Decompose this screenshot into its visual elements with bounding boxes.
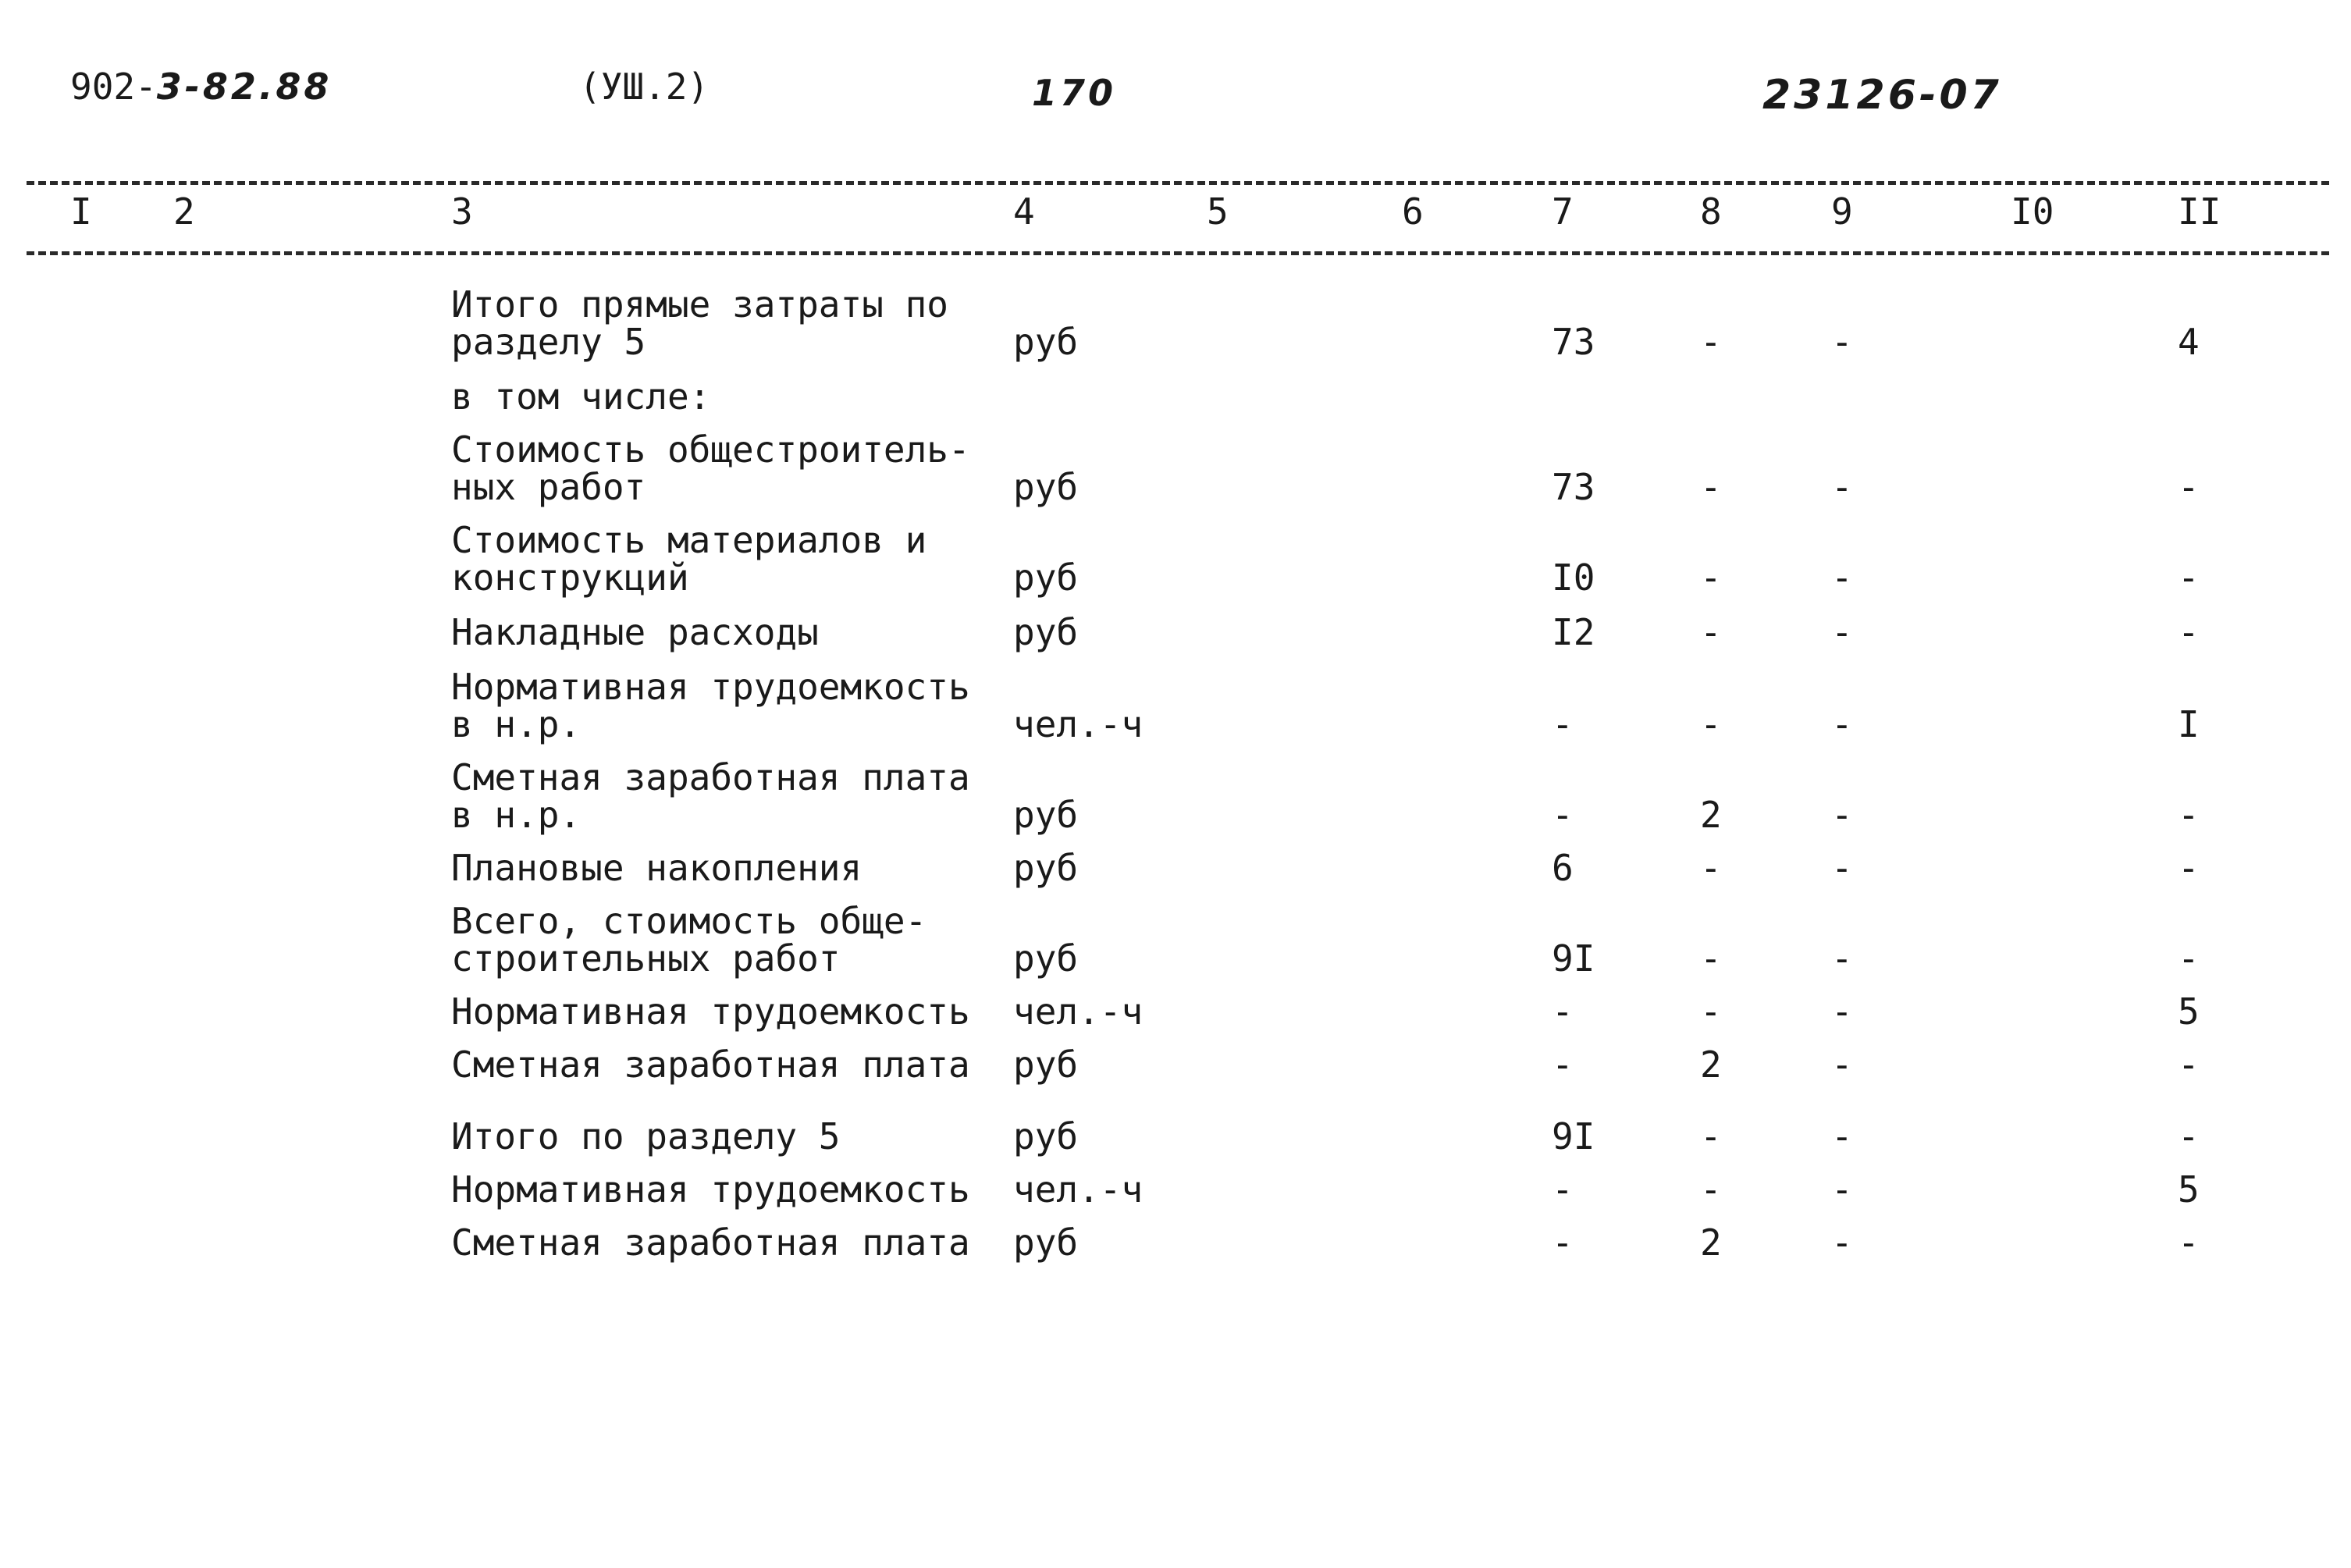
row-col9: - (1831, 466, 1853, 508)
row-unit: руб (1013, 847, 1079, 889)
row-col7: I2 (1552, 611, 1595, 653)
row-unit: руб (1013, 1115, 1079, 1157)
row-col7: I0 (1552, 556, 1595, 599)
row-col11: - (2178, 847, 2200, 889)
row-name: Итого прямые затраты по разделу 5 (451, 283, 948, 363)
row-col7: - (1552, 1221, 1574, 1264)
row-col8: - (1700, 556, 1722, 599)
row-name: Стоимость материалов и конструкций (451, 519, 927, 599)
row-col8: 2 (1700, 1044, 1722, 1086)
row-col7: 73 (1552, 321, 1595, 363)
column-header-11: II (2178, 190, 2221, 233)
row-name: Итого по разделу 5 (451, 1115, 841, 1157)
row-col7: - (1552, 794, 1574, 836)
row-col11: - (2178, 1044, 2200, 1086)
row-col7: - (1552, 990, 1574, 1033)
row-col11: - (2178, 794, 2200, 836)
row-col11: - (2178, 611, 2200, 653)
row-name: Всего, стоимость обще- строительных работ (451, 900, 927, 980)
header-rule-top (27, 181, 2329, 185)
sheet-code: 23126-07 (1762, 72, 2002, 119)
row-col8: - (1700, 847, 1722, 889)
row-col9: - (1831, 321, 1853, 363)
header-rule-bottom (27, 251, 2329, 255)
row-col7: 9I (1552, 1115, 1595, 1157)
row-col9: - (1831, 1044, 1853, 1086)
row-unit: руб (1013, 937, 1079, 980)
column-header-4: 4 (1013, 190, 1035, 233)
row-unit: руб (1013, 1221, 1079, 1264)
row-col8: - (1700, 990, 1722, 1033)
row-col9: - (1831, 556, 1853, 599)
row-col9: - (1831, 990, 1853, 1033)
row-col7: - (1552, 1044, 1574, 1086)
column-header-1: I (70, 190, 92, 233)
row-col7: - (1552, 703, 1574, 745)
row-col8: 2 (1700, 794, 1722, 836)
column-header-9: 9 (1831, 190, 1853, 233)
row-unit: руб (1013, 794, 1079, 836)
row-col7: 9I (1552, 937, 1595, 980)
row-unit: руб (1013, 466, 1079, 508)
row-col7: - (1552, 1168, 1574, 1211)
page-number: 170 (1032, 72, 1117, 114)
row-col11: - (2178, 937, 2200, 980)
column-header-7: 7 (1552, 190, 1574, 233)
row-col8: - (1700, 321, 1722, 363)
row-col9: - (1831, 611, 1853, 653)
row-name: Сметная заработная плата в н.р. (451, 756, 970, 836)
row-col7: 6 (1552, 847, 1574, 889)
row-col11: - (2178, 556, 2200, 599)
row-col9: - (1831, 1115, 1853, 1157)
row-col7: 73 (1552, 466, 1595, 508)
row-col9: - (1831, 937, 1853, 980)
row-col11: 5 (2178, 1168, 2200, 1211)
row-col8: 2 (1700, 1221, 1722, 1264)
document-code-prefix: 902- (70, 66, 157, 108)
column-header-3: 3 (451, 190, 473, 233)
row-col9: - (1831, 1168, 1853, 1211)
row-col9: - (1831, 847, 1853, 889)
row-name: Нормативная трудоемкость в н.р. (451, 666, 970, 745)
row-col9: - (1831, 794, 1853, 836)
row-name: Нормативная трудоемкость (451, 1168, 970, 1211)
row-name: Плановые накопления (451, 847, 863, 889)
row-col8: - (1700, 937, 1722, 980)
row-col8: - (1700, 1168, 1722, 1211)
row-name: Стоимость общестроитель- ных работ (451, 428, 970, 508)
row-col8: - (1700, 611, 1722, 653)
volume-label: (УШ.2) (579, 66, 710, 108)
column-header-5: 5 (1207, 190, 1229, 233)
column-header-2: 2 (173, 190, 195, 233)
row-col11: 5 (2178, 990, 2200, 1033)
row-unit: чел.-ч (1013, 703, 1143, 745)
row-col11: - (2178, 1115, 2200, 1157)
row-col11: - (2178, 1221, 2200, 1264)
row-name: Нормативная трудоемкость (451, 990, 970, 1033)
row-name: Накладные расходы (451, 611, 819, 653)
row-name: Сметная заработная плата (451, 1221, 970, 1264)
row-unit: руб (1013, 321, 1079, 363)
row-unit: чел.-ч (1013, 990, 1143, 1033)
document-code (70, 66, 333, 108)
row-unit: руб (1013, 611, 1079, 653)
document-code-handwritten: 3-82.88 (156, 66, 333, 108)
row-col11: 4 (2178, 321, 2200, 363)
row-col8: - (1700, 466, 1722, 508)
row-name: Сметная заработная плата (451, 1044, 970, 1086)
row-name: в том числе: (451, 375, 711, 418)
row-col8: - (1700, 1115, 1722, 1157)
row-col8: - (1700, 703, 1722, 745)
row-unit: руб (1013, 1044, 1079, 1086)
row-col11: - (2178, 466, 2200, 508)
row-col9: - (1831, 1221, 1853, 1264)
column-header-8: 8 (1700, 190, 1722, 233)
row-unit: руб (1013, 556, 1079, 599)
column-header-6: 6 (1402, 190, 1424, 233)
row-col11: I (2178, 703, 2200, 745)
column-header-10: I0 (2011, 190, 2054, 233)
row-col9: - (1831, 703, 1853, 745)
row-unit: чел.-ч (1013, 1168, 1143, 1211)
